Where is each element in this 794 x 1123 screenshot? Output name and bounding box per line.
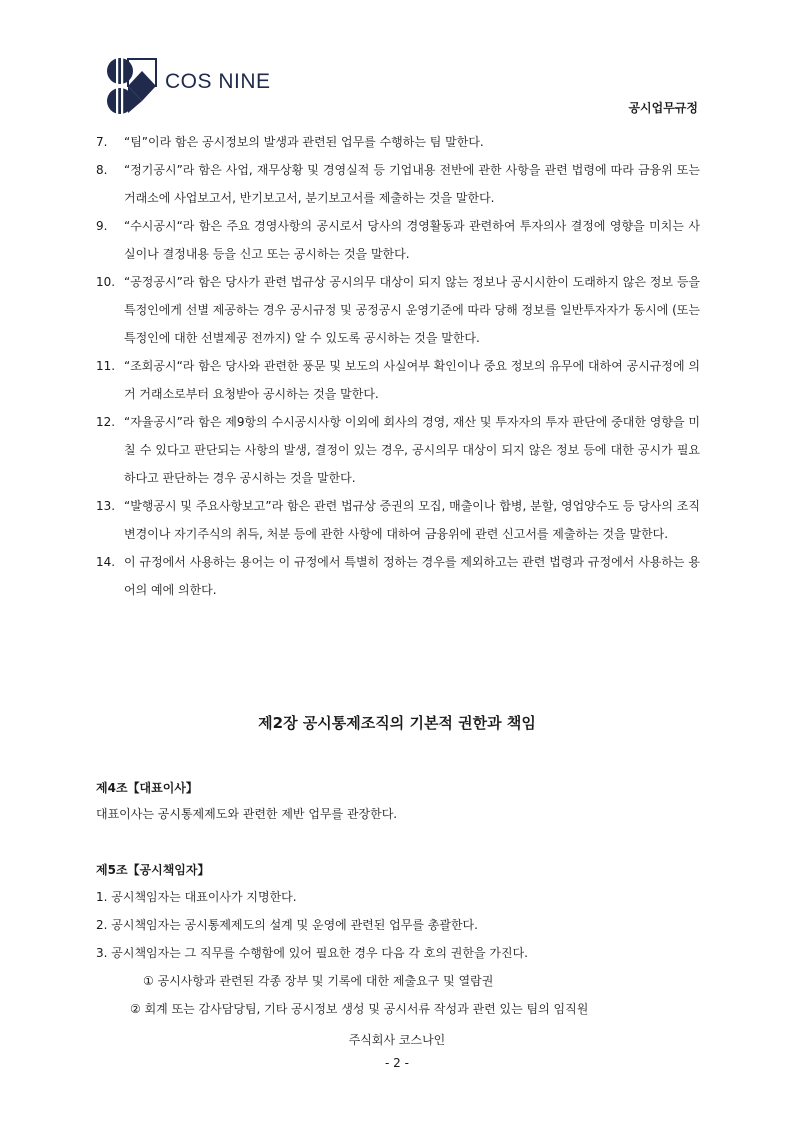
logo-text: COS NINE [165, 70, 271, 93]
definition-item [96, 352, 700, 408]
definition-text: 이 규정에서 사용하는 용어는 이 규정에서 특별히 정하는 경우를 제외하고는 관련 법령과 규정에서 사용하는 용어의 예에 의한다. [124, 555, 700, 597]
definition-item [96, 548, 700, 604]
definition-text: “조회공시“라 함은 당사와 관련한 풍문 및 보도의 사실여부 확인이나 중요 정보의 유무에 대하여 공시규정에 의거 거래소로부터 요청받아 공시하는 것을 말한다. [124, 359, 700, 401]
definition-number: 14. [96, 555, 116, 569]
definition-number: 11. [96, 359, 116, 373]
definition-item [96, 492, 700, 548]
definition-item [96, 128, 700, 156]
cos-nine-logo-mark-icon [104, 55, 166, 117]
article-5-sub-item-1: ① 공시사항과 관련된 각종 장부 및 기록에 대한 제출요구 및 열람권 [143, 974, 494, 988]
definition-number: 10. [96, 275, 116, 289]
definition-item [96, 408, 700, 492]
definition-text: “수시공시“라 함은 주요 경영사항의 공시로서 당사의 경영활동과 관련하여 투자의사 결정에 영향을 미치는 사실이나 결정내용 등을 신고 또는 공시하는 것을 말한다. [124, 219, 700, 261]
article-5-sub-item-2: ② 회계 또는 감사담당팀, 기타 공시정보 생성 및 공시서류 작성과 관련 있는 팀의 임직원 [130, 1002, 589, 1016]
document-label: 공시업무규정 [628, 101, 698, 115]
definition-item [96, 156, 700, 212]
definition-text: “공정공시”라 함은 당사가 관련 법규상 공시의무 대상이 되지 않는 정보나 공시시한이 도래하지 않은 정보 등을 특정인에게 선별 제공하는 경우 공시규정 및 공정공시 운영기준에 따라 당해 정보를 일반투자자가 동시에 (또는 특정인에 대한 선별제공 전까지) 알 수 있도록 공시하는 것을 말한다. [124, 275, 700, 345]
article-5-paragraph-3: 3. 공시책임자는 그 직무를 수행함에 있어 필요한 경우 다음 각 호의 권한을 가진다. [96, 946, 528, 960]
definition-number: 9. [96, 219, 108, 233]
definition-list [96, 128, 700, 604]
definition-item [96, 212, 700, 268]
footer-company-name: 주식회사 코스나인 [348, 1033, 446, 1047]
definition-number: 7. [96, 135, 108, 149]
definition-text: “자율공시”라 함은 제9항의 수시공시사항 이외에 회사의 경영, 재산 및 투자자의 투자 판단에 중대한 영향을 미칠 수 있다고 판단되는 사항의 발생, 결정이 있는 경우, 공시의무 대상이 되지 않은 정보 등에 대한 공시가 필요하다고 판단하는 경우 공시하는 것을 말한다. [124, 415, 700, 485]
article-5-title: 제5조【공시책임자】 [96, 863, 210, 877]
definition-text: “발행공시 및 주요사항보고”라 함은 관련 법규상 증권의 모집, 매출이나 합병, 분할, 영업양수도 등 당사의 조직변경이나 자기주식의 취득, 처분 등에 관한 사항에 대하여 금융위에 관련 신고서를 제출하는 것을 말한다. [124, 499, 700, 541]
article-5-paragraph-1: 1. 공시책임자는 대표이사가 지명한다. [96, 890, 297, 904]
article-4-title: 제4조【대표이사】 [96, 781, 198, 795]
page-number: - 2 - [385, 1056, 409, 1070]
definition-text: “정기공시”라 함은 사업, 재무상황 및 경영실적 등 기업내용 전반에 관한 사항을 관련 법령에 따라 금융위 또는 거래소에 사업보고서, 반기보고서, 분기보고서를 제출하는 것을 말한다. [124, 163, 700, 205]
article-5-paragraph-2: 2. 공시책임자는 공시통제제도의 설계 및 운영에 관련된 업무를 총괄한다. [96, 918, 478, 932]
definition-item [96, 268, 700, 352]
article-4-text: 대표이사는 공시통제제도와 관련한 제반 업무를 관장한다. [96, 807, 398, 821]
definition-text: “팀”이라 함은 공시정보의 발생과 관련된 업무를 수행하는 팀 말한다. [124, 135, 484, 149]
definition-number: 8. [96, 163, 108, 177]
chapter-title: 제2장 공시통제조직의 기본적 권한과 책임 [258, 714, 536, 732]
definition-number: 12. [96, 415, 116, 429]
definition-number: 13. [96, 499, 116, 513]
